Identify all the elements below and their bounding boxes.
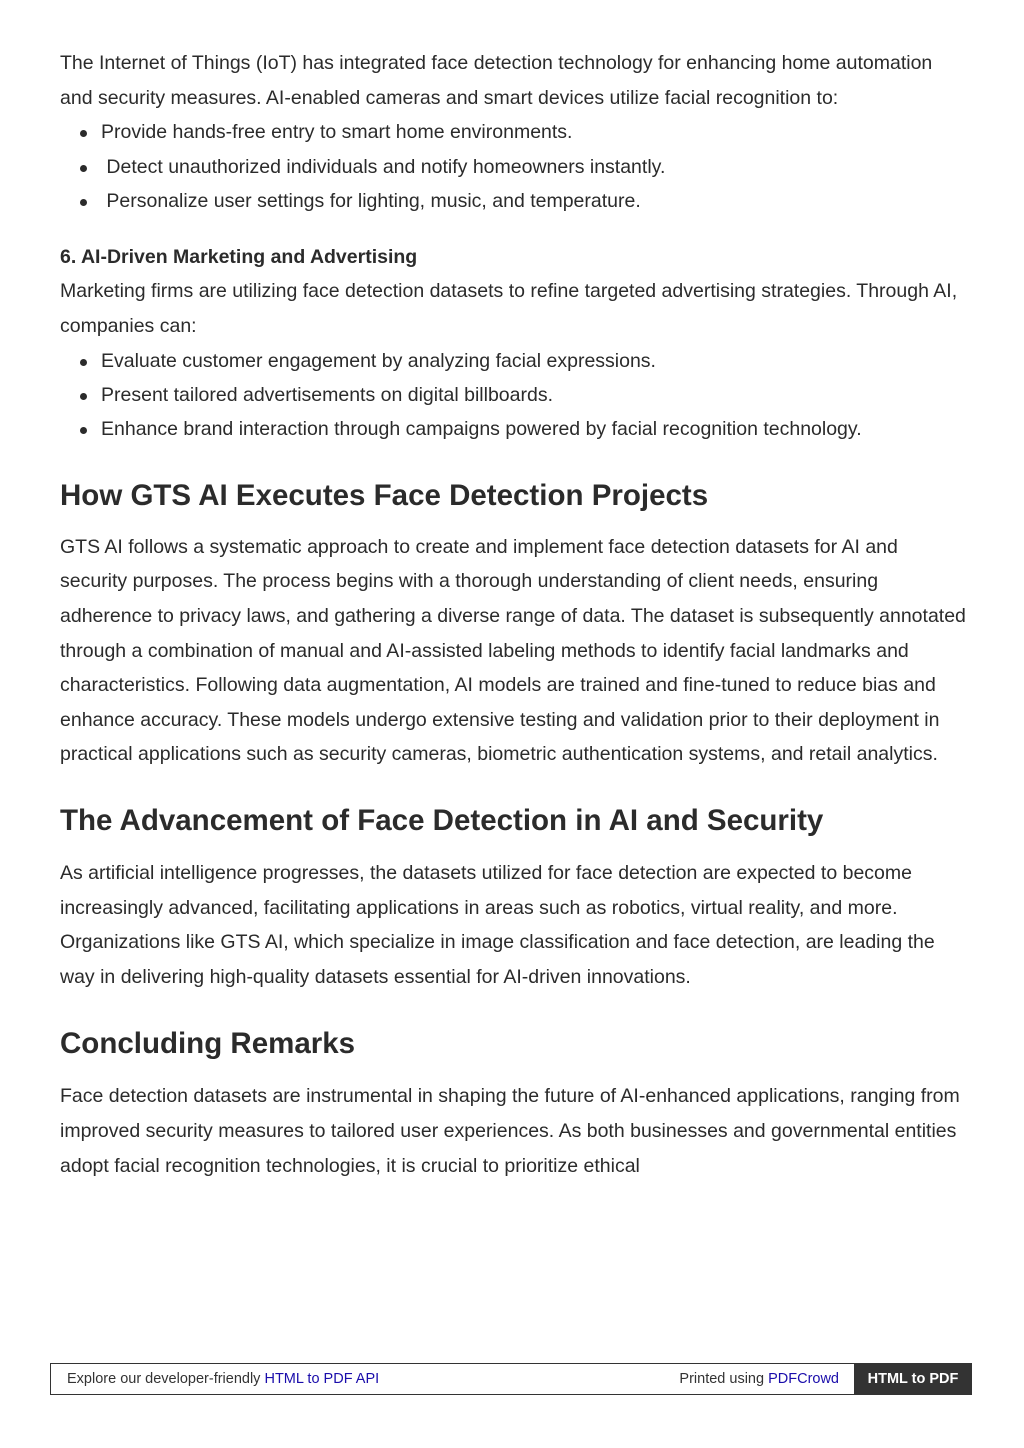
footer-printed-text: Printed using [679, 1371, 769, 1387]
footer-printed [679, 1371, 839, 1387]
html-to-pdf-api-link[interactable]: HTML to PDF API [264, 1371, 380, 1387]
list-item: Enhance brand interaction through campaigns powered by facial recognition technology. [60, 412, 968, 446]
executes-heading: How GTS AI Executes Face Detection Projects [60, 478, 709, 512]
advancement-heading: The Advancement of Face Detection in AI and Security [60, 803, 824, 837]
list-item: Evaluate customer engagement by analyzing facial expressions. [60, 344, 968, 378]
concluding-heading: Concluding Remarks [60, 1027, 356, 1061]
iot-intro: The Internet of Things (IoT) has integrated face detection technology for enhancing home automation and security measures. AI-enabled cameras and smart devices utilize facial recognition to: [60, 52, 933, 109]
list-item: Personalize user settings for lighting, music, and temperature. [60, 184, 968, 218]
advancement-body: As artificial intelligence progresses, the datasets utilized for face detection are expected to become increasingly advanced, facilitating applications in areas such as robotics, virtual reality, and more. Organizations like GTS AI, which specialize in image classification and face detection, are leading the way in delivering high-quality datasets essential for AI-driven innovations. [60, 861, 935, 988]
footer-explore-text: Explore our developer-friendly [67, 1371, 265, 1387]
footer-explore [67, 1371, 379, 1387]
marketing-heading: 6. AI-Driven Marketing and Advertising [60, 246, 418, 269]
list-item: Detect unauthorized individuals and notify homeowners instantly. [60, 150, 968, 184]
list-item: Provide hands-free entry to smart home environments. [60, 115, 968, 149]
pdfcrowd-footer [50, 1363, 972, 1395]
document-content [60, 46, 968, 1183]
executes-body: GTS AI follows a systematic approach to create and implement face detection datasets for AI and security purposes. The process begins with a thorough understanding of client needs, ensuring adherence to privacy laws, and gathering a diverse range of data. The dataset is subsequently annotated through a combination of manual and AI-assisted labeling methods to identify facial landmarks and characteristics. Following data augmentation, AI models are trained and fine-tuned to reduce bias and enhance accuracy. These models undergo extensive testing and validation prior to their deployment in practical applications such as security cameras, biometric authentication systems, and retail analytics. [60, 535, 966, 766]
marketing-bullet-list [60, 344, 968, 447]
concluding-body: Face detection datasets are instrumental in shaping the future of AI-enhanced applications, ranging from improved security measures to tailored user experiences. As both businesses and governmental entities adopt facial recognition technologies, it is crucial to prioritize ethical [60, 1085, 960, 1177]
iot-bullet-list [60, 115, 968, 218]
pdfcrowd-link[interactable]: PDFCrowd [768, 1371, 839, 1387]
html-to-pdf-badge-button[interactable]: HTML to PDF [854, 1363, 972, 1395]
list-item: Present tailored advertisements on digital billboards. [60, 378, 968, 412]
marketing-intro: Marketing firms are utilizing face detection datasets to refine targeted advertising strategies. Through AI, companies can: [60, 280, 958, 337]
